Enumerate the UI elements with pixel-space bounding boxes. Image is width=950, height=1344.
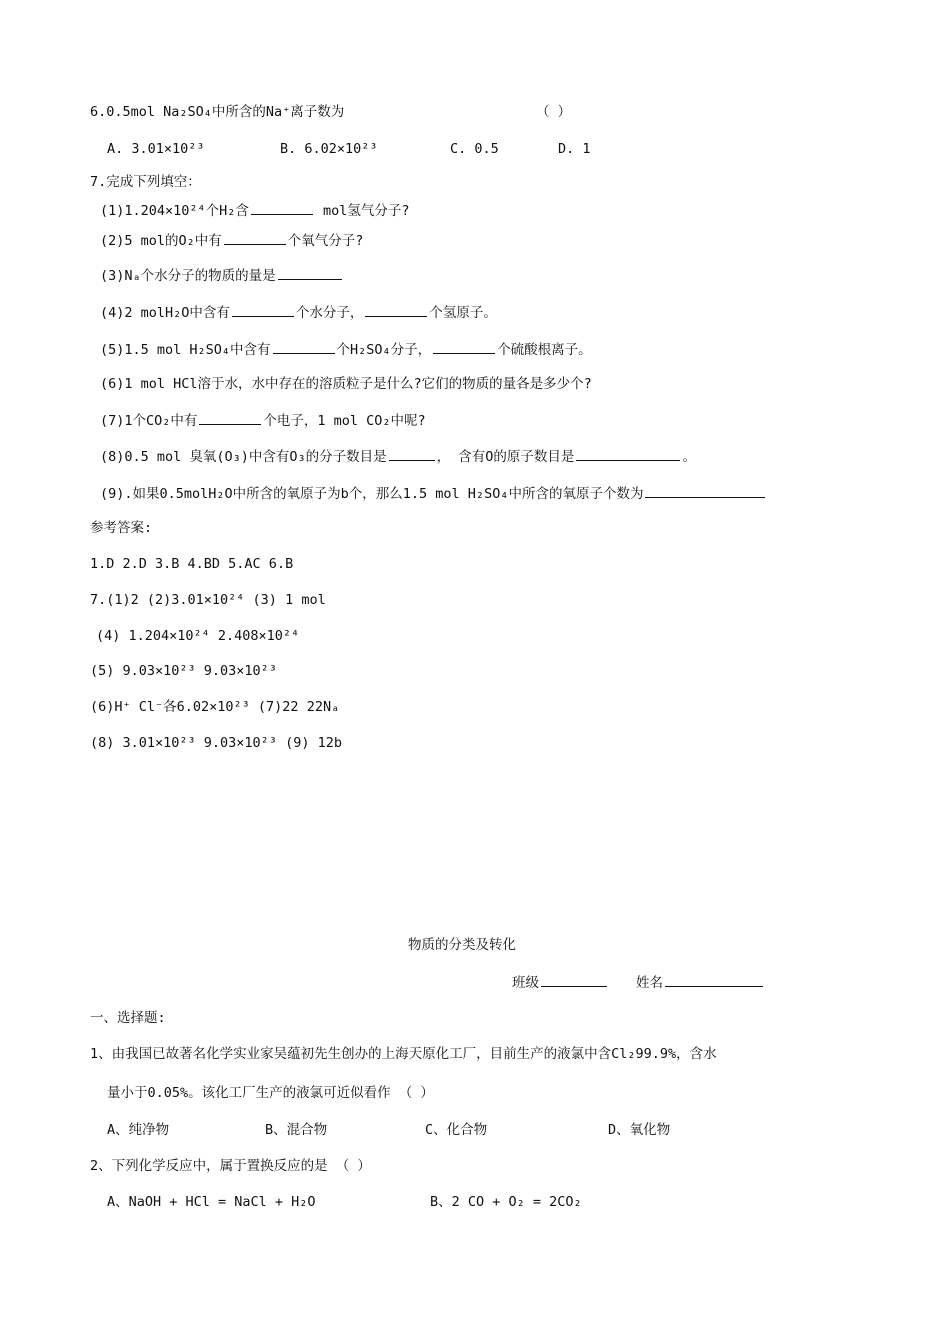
q7-item-8-mid: ， 含有O的原子数目是	[436, 449, 575, 465]
section2-title: 物质的分类及转化	[408, 937, 516, 953]
q7-item-6-text: (6)1 mol HCl溶于水，水中存在的溶质粒子是什么?它们的物质的量各是多少个?	[100, 376, 592, 392]
q7-item-4-tail: 个氢原子。	[429, 305, 497, 321]
answer-blank[interactable]	[232, 302, 294, 317]
q6-stem	[90, 102, 344, 122]
q7-item-9	[100, 483, 767, 504]
q7-item-7	[100, 410, 426, 431]
q7-item-1-text: (1)1.204×10²⁴个H₂含	[100, 203, 249, 219]
q7-item-7-text: (7)1个CO₂中有	[100, 413, 198, 429]
name-field	[636, 972, 765, 993]
answers-line-1: 1.D 2.D 3.B 4.BD 5.AC 6.B	[90, 556, 294, 572]
answers-line-3: (4) 1.204×10²⁴ 2.408×10²⁴	[96, 628, 300, 644]
q7-item-5-tail: 个硫酸根离子。	[497, 342, 592, 358]
q7-item-4-mid: 个水分子，	[295, 305, 364, 321]
answer-blank[interactable]	[576, 446, 680, 461]
q7-item-4-text: (4)2 molH₂O中含有	[100, 305, 230, 321]
answer-blank[interactable]	[278, 265, 342, 280]
q6-option-a: A. 3.01×10²³	[107, 141, 205, 157]
q7-item-5-mid: 个H₂SO₄分子，	[336, 342, 432, 358]
answer-blank[interactable]	[224, 230, 286, 245]
q7-item-2-text: (2)5 mol的O₂中有	[100, 233, 222, 249]
answer-blank[interactable]	[273, 339, 335, 354]
q7-item-5-text: (5)1.5 mol H₂SO₄中含有	[100, 342, 271, 358]
q7-item-1	[100, 200, 410, 221]
answers-line-4: (5) 9.03×10²³ 9.03×10²³	[90, 663, 277, 679]
name-input[interactable]	[665, 972, 763, 987]
q6-option-b: B. 6.02×10²³	[280, 141, 378, 157]
s2-q1-option-b: B、混合物	[265, 1122, 328, 1138]
q7-item-6	[100, 374, 592, 394]
answer-blank[interactable]	[199, 410, 261, 425]
q7-item-8	[100, 446, 696, 467]
s2-q2-option-b: B、2 CO + O₂ = 2CO₂	[430, 1194, 582, 1210]
q7-item-4	[100, 302, 497, 323]
answer-blank[interactable]	[433, 339, 495, 354]
section2-heading: 一、选择题:	[90, 1010, 166, 1026]
q6-stem-text: 6.0.5mol Na₂SO₄中所含的Na⁺离子数为	[90, 104, 345, 120]
q7-item-1-tail: mol氢气分子?	[314, 203, 410, 219]
q7-item-5	[100, 339, 592, 360]
s2-q1-option-a: A、纯净物	[107, 1122, 170, 1138]
s2-q1-line1: 1、由我国已故著名化学实业家吴蕴初先生创办的上海天原化工厂，目前生产的液氯中含Cl₂99.9%，含水	[90, 1046, 717, 1062]
q6-answer-bracket: （ ）	[536, 104, 572, 120]
s2-q2-option-a: A、NaOH + HCl = NaCl + H₂O	[107, 1194, 316, 1210]
answers-line-5: (6)H⁺ Cl⁻各6.02×10²³ (7)22 22Nₐ	[90, 699, 340, 715]
answer-blank[interactable]	[389, 446, 435, 461]
class-field	[512, 972, 609, 993]
s2-q2-stem: 2、下列化学反应中，属于置换反应的是 （ ）	[90, 1158, 371, 1174]
q6-option-d: D. 1	[558, 141, 591, 157]
answers-line-2: 7.(1)2 (2)3.01×10²⁴ (3) 1 mol	[90, 592, 326, 608]
q7-item-3-text: (3)Nₐ个水分子的物质的量是	[100, 268, 276, 284]
q7-item-3	[100, 265, 344, 286]
q7-item-9-text: (9).如果0.5molH₂O中所含的氧原子为b个，那么1.5 mol H₂SO₄中所含的氧原子个数为	[100, 486, 644, 502]
q6-option-c: C. 0.5	[450, 141, 499, 157]
s2-q1-option-d: D、氧化物	[608, 1122, 671, 1138]
q7-item-2-tail: 个氧气分子?	[287, 233, 364, 249]
s2-q1-option-c: C、化合物	[425, 1122, 488, 1138]
s2-q1-line2: 量小于0.05%。该化工厂生产的液氯可近似看作 （ ）	[107, 1085, 434, 1101]
q7-title: 7.完成下列填空：	[90, 174, 201, 190]
q7-item-7-tail: 个电子，1 mol CO₂中呢?	[263, 413, 426, 429]
answer-blank[interactable]	[365, 302, 427, 317]
name-label: 姓名	[636, 975, 663, 991]
class-input[interactable]	[541, 972, 607, 987]
answer-blank[interactable]	[251, 200, 313, 215]
answers-title: 参考答案:	[90, 520, 153, 536]
answers-line-6: (8) 3.01×10²³ 9.03×10²³ (9) 12b	[90, 735, 342, 751]
answer-blank[interactable]	[645, 483, 765, 498]
q7-item-8-tail: 。	[682, 449, 696, 465]
class-label: 班级	[512, 975, 539, 991]
q7-item-2	[100, 230, 363, 251]
q7-item-8-text: (8)0.5 mol 臭氧(O₃)中含有O₃的分子数目是	[100, 449, 387, 465]
